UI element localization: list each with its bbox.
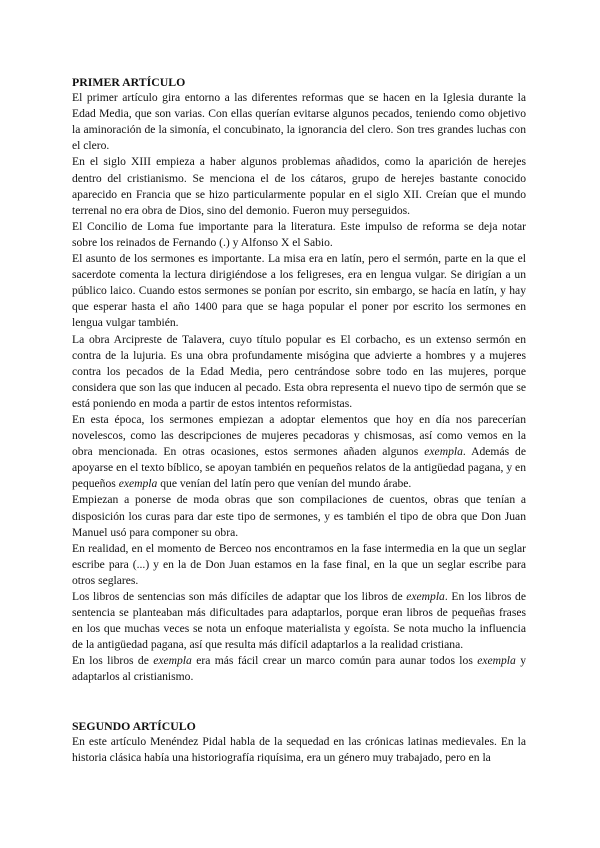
text-run: Los libros de sentencias son más difíciles de adaptar que los libros de bbox=[72, 590, 407, 603]
italic-term: exempla bbox=[118, 477, 158, 491]
section-heading-1: PRIMER ARTÍCULO bbox=[72, 75, 186, 89]
paragraph: En el siglo XIII empieza a haber algunos problemas añadidos, como la aparición de herejes dentro del cristianismo. Se menciona el de los cátaros, grupo de herejes bastante conocido aparecido en Francia que se hizo particularmente popular en el siglo XII. Creían que el mundo terrenal no era obra de Dios, sino del demonio. Fueron muy perseguidos. bbox=[72, 155, 526, 217]
paragraph: La obra Arcipreste de Talavera, cuyo título popular es El corbacho, es un extenso sermón en contra de la lujuria. Es una obra profundamente misógina que advierte a hombres y a mujeres contra los pecados de la Edad Media, pero centrándose sobre todo en las mujeres, porque considera que son las que inducen al pecado. Esta obra representa el nuevo tipo de sermón que se está poniendo en moda a partir de estos intentos reformistas. bbox=[72, 332, 526, 410]
paragraph: El primer artículo gira entorno a las diferentes reformas que se hacen en la Iglesia durante la Edad Media, que son varias. Con ellas querían evitarse algunos pecados, teniendo como objetivo la aminoración de la simonía, el concubinato, la ignorancia del clero. Son tres grandes luchas con el clero. bbox=[72, 91, 526, 153]
paragraph bbox=[72, 589, 526, 653]
paragraph bbox=[72, 653, 526, 685]
paragraph bbox=[72, 412, 526, 492]
text-run: y adaptarlos al cristianismo. bbox=[72, 654, 526, 684]
italic-term: exempla bbox=[424, 445, 463, 459]
paragraph: El asunto de los sermones es importante. La misa era en latín, pero el sermón, parte en la que el sacerdote comenta la lectura dirigiéndose a los feligreses, era en lengua vulgar. Se dirigían a un público laico. Cuando estos sermones se ponían por escrito, sin embargo, se hacía en latín, y hay que esperar hasta el año 1400 para que se haga popular el poner por escrito los sermones en lengua vulgar también. bbox=[72, 252, 526, 330]
paragraph: En este artículo Menéndez Pidal habla de la sequedad en las crónicas latinas medievales. En la historia clásica había una historiografía riquísima, era un género muy trabajado, pero en la bbox=[72, 734, 526, 764]
italic-term: exempla bbox=[477, 654, 516, 668]
text-run: era más fácil crear un marco común para aunar todos los bbox=[191, 654, 478, 668]
text-run: que venían del latín pero que venían del mundo árabe. bbox=[157, 477, 412, 491]
text-run: En los libros de bbox=[72, 654, 154, 668]
section-spacer bbox=[72, 686, 526, 718]
section-heading-2: SEGUNDO ARTÍCULO bbox=[72, 718, 196, 733]
italic-term: exempla bbox=[406, 590, 445, 603]
text-run: En esta época, los sermones empiezan a adoptar elementos que hoy en día nos parecerían novelescos, como las descripciones de mujeres pecadoras y chismosas, así como vemos en la obra mencionada. En otras ocasiones, estos sermones añaden algunos bbox=[72, 412, 526, 459]
text-run: . Además de apoyarse en el texto bíblico, se apoyan también en pequeños relatos de la antigüedad pagana, y en pequeños bbox=[72, 445, 526, 491]
text-run: . En los libros de sentencia se planteaban más dificultades para adaptarlos, porque eran libros de pequeñas frases en los que muchas veces se nota un enfoque materialista y egoísta. Se nota mucho la influencia de la antigüedad pagana, así que resulta más difícil adaptarlos a la realidad cristiana. bbox=[72, 590, 526, 652]
paragraph: Empiezan a ponerse de moda obras que son compilaciones de cuentos, obras que tenían a disposición los curas para dar este tipo de sermones, y es también el tipo de obra que Don Juan Manuel usó para componer su obra. bbox=[72, 493, 526, 539]
paragraph: El Concilio de Loma fue importante para la literatura. Este impulso de reforma se deja notar sobre los reinados de Fernando (.) y Alfonso X el Sabio. bbox=[72, 219, 526, 249]
document-page bbox=[72, 74, 526, 766]
italic-term: exempla bbox=[153, 654, 192, 668]
paragraph: En realidad, en el momento de Berceo nos encontramos en la fase intermedia en la que un seglar escribe para (...) y en la de Don Juan estamos en la fase final, en la que un seglar escribe para otros seglares. bbox=[72, 541, 526, 587]
